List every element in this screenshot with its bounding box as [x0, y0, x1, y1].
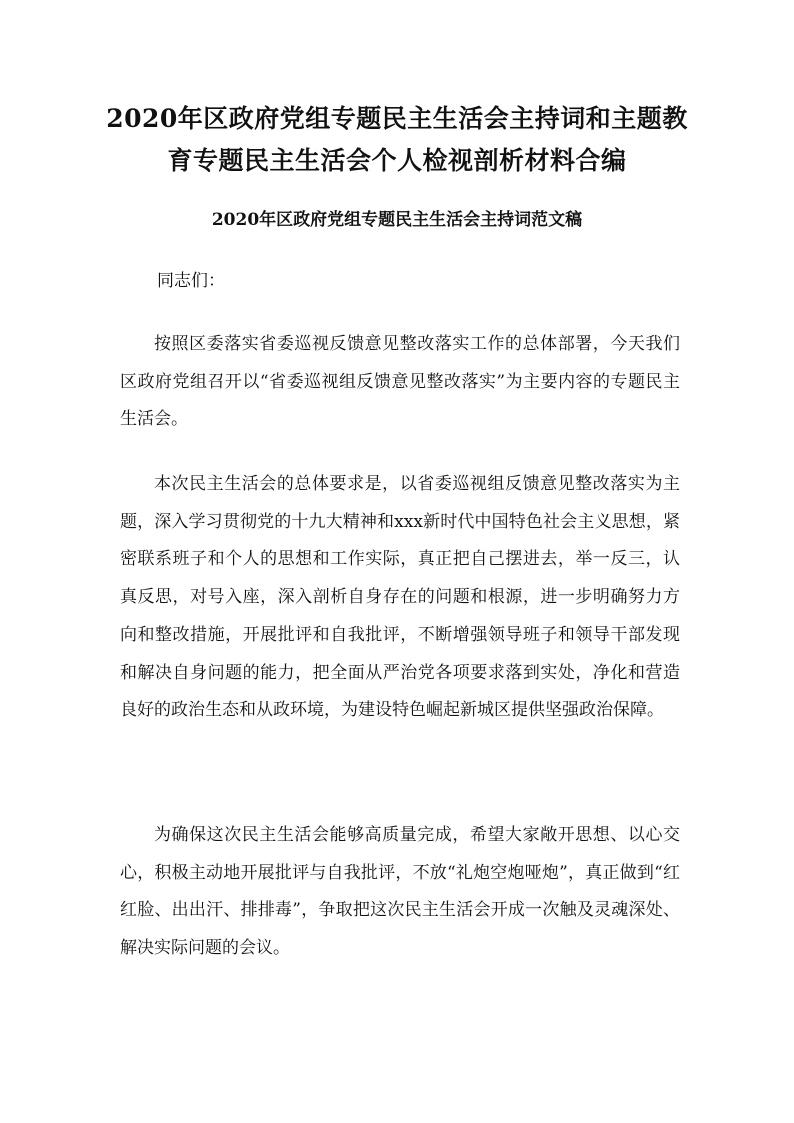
document-title-line-1: 2020年区政府党组专题民主生活会主持词和主题教 — [106, 104, 688, 133]
paragraph-2: 本次民主生活会的总体要求是，以省委巡视组反馈意见整改落实为主题，深入学习贯彻党的十九大精神和xxx新时代中国特色社会主义思想，紧密联系班子和个人的思想和工作实际，真正把自己摆进去，举一反三，认真反思，对号入座，深入剖析自身存在的问题和根源，进一步明确努力方向和整改措施，开展批评和自我批评，不断增强领导班子和领导干部发现和解决自身问题的能力，把全面从严治党各项要求落到实处，净化和营造良好的政治生态和从政环境，为建设特色崛起新城区提供坚强政治保障。 — [120, 474, 680, 721]
paragraph-1: 按照区委落实省委巡视反馈意见整改落实工作的总体部署，今天我们区政府党组召开以“省委巡视组反馈意见整改落实”为主要内容的专题民主生活会。 — [120, 334, 680, 430]
paragraph-3: 为确保这次民主生活会能够高质量完成，希望大家敞开思想、以心交心，积极主动地开展批评与自我批评，不放“礼炮空炮哑炮”，真正做到“红红脸、出出汗、排排毒”，争取把这次民主生活会开成一次触及灵魂深处、解决实际问题的会议。 — [120, 825, 680, 959]
salutation: 同志们： — [157, 271, 225, 291]
document-title-line-2: 育专题民主生活会个人检视剖析材料合编 — [167, 146, 627, 175]
document-subtitle: 2020年区政府党组专题民主生活会主持词范文稿 — [211, 210, 583, 230]
